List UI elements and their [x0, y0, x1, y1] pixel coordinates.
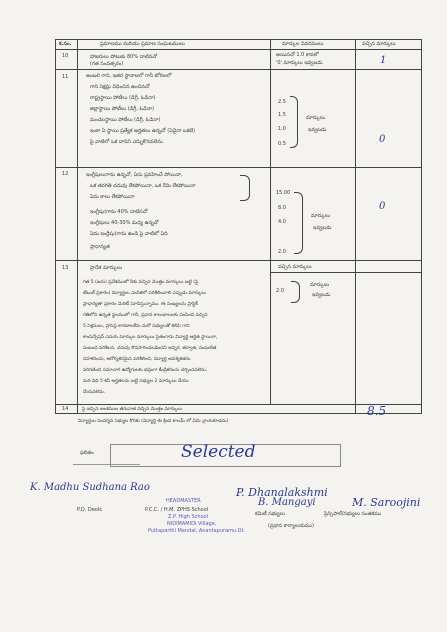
row-10-awarded: 1: [380, 55, 387, 66]
row-13-line: సంబంధ పరిశీలన, చదువు కొనసాగించబడిందని అన్నిర, తర్వాత, సంఘటిత: [83, 346, 217, 351]
row-13-line: చేయవలెను.: [83, 390, 106, 395]
header-marks-detail: మార్కుల వివరములు: [282, 41, 324, 47]
row-12-marks-note: ఇవ్వబడు: [313, 225, 332, 231]
header-marks-awarded: వచ్చిన మార్కులు: [362, 41, 396, 47]
signature-pcc: P.C.C. / H.M. ZPHS School: [145, 507, 209, 513]
table-left-border: [55, 39, 56, 413]
row-13-marks-note: మార్కులు: [310, 282, 330, 288]
table-right-border: [421, 39, 422, 413]
row-10-line: (గత సంవత్సరం): [90, 61, 124, 67]
row-12-mark-value: 4.0: [278, 219, 286, 225]
stamp-line: HEADMASTER: [166, 498, 201, 504]
row-13-line: గతిలోని ఉన్నత స్థలములో గానీ, ప్రధాన కాలుబాలలకు పంపించి వచ్చిన: [83, 313, 208, 318]
row-13-number: 13: [62, 265, 69, 271]
footnote: విద్యార్థుల సందర్శన సభ్యుల కొరకు (విద్యార్థి ఈ క్రింది కాలమ్ లో ఏమి వ్రాయకూడదు): [78, 419, 229, 424]
row-10-bottom: [55, 69, 422, 70]
row-12-brace-left: [240, 175, 250, 201]
header-criteria: ప్రమాణము మరియు ప్రమాణ సంఘటములు: [100, 41, 185, 47]
row-11-line: ఇంకా ఏ స్థాయి ప్రత్యేక అర్హతలు ఉన్నచో (ఏదైనా ఒకటి): [90, 128, 196, 134]
row-11-line: అంబలి గాని, ఇతర స్థానాలలో గానీ టోరిలలో: [86, 73, 172, 79]
row-13-line: సహకరించు, ఆరోగ్యకరమైన పరిశీలించి, విద్యార్థి ఆవశ్యకతను: [83, 357, 191, 362]
col-sno-divider: [77, 39, 78, 413]
row-12-line: ఇంగ్లీషులుగాను ఉన్నచో, ఏదు ప్రవహించే పోయినా,: [86, 172, 183, 178]
row-10-line: హాజరులు పోటుకు 80% దాటినచో: [90, 54, 158, 60]
row-13-line: పరిగణించి సమాచార ఉద్యోగులకు భద్రంగా కేంద్రీకరించు చర్చించవలెను.: [83, 368, 208, 373]
row-10-marks: '0' మార్కులు ఇవ్వబడు: [276, 60, 323, 66]
row-12-line: ఏదు కాలు లేకపోయినా: [90, 194, 135, 200]
row-12-mark-value: 2.0: [278, 249, 286, 255]
row-14-line: పై ఇచ్చిన అంశముల తరువాత వచ్చిన మొత్తం మార్కులు: [82, 407, 183, 412]
row-13-line: ప్రాధాన్యతా ప్రకారం మెరిట్ సూచిస్తున్నాము. ఈ సంఖ్యలను ప్రాస్టిక్: [83, 302, 198, 307]
row-12-number: 12: [62, 171, 69, 177]
row-11-mark-value: 1.0: [278, 126, 286, 132]
row-13-brace: [291, 281, 300, 303]
signature-right-sub: (ప్రధాన కార్యాలయము): [268, 523, 314, 529]
row-11-bottom: [55, 167, 422, 168]
signature-right-role: ప్రిన్సిపాల్/సభ్యులు సంతకము: [324, 511, 382, 517]
stamp-line: NIDIMAMIDI Village,: [167, 521, 217, 527]
header-sno: క.సం.: [59, 41, 72, 47]
row-12-line: ఏదు ఇంగ్లీషు(గాను ఉండి పై వాటిలో ఏది: [90, 231, 168, 237]
header-bottom-border: [55, 49, 422, 50]
signature-left-role: P.D. Deols: [77, 507, 102, 513]
row-11-marks-note: ఇవ్వబడు: [308, 127, 327, 133]
row-13-marks-note: ఇవ్వబడు: [312, 292, 331, 298]
signature-center-role: కమిటీ సభ్యులు: [255, 511, 285, 517]
row-13-line: గత 5 (ఐదు) ప్రవేశములో నీకు వచ్చిన మొత్తం మార్కులు బట్టి (పై: [83, 280, 199, 285]
row-11-mark-value: 0.5: [278, 141, 286, 147]
signature-left: K. Madhu Sudhana Rao: [30, 482, 150, 493]
row-13-mark-value: 2.0: [276, 288, 284, 294]
row-11-line: రాష్ట్రస్థాయి పోటీలు (డిగ్రీ, ఓడినా): [90, 95, 156, 101]
row-13-line: మరి విధి 5 కనీ అర్హతలను బట్టి సభ్యుల 2 మార్కులు వేయు: [83, 379, 189, 384]
row-13-line: 5 సెక్షనులు, ప్రాసెస్ల కారణాలకేసు మరో సభ్యులతో కలిపి గాని: [83, 324, 190, 329]
row-10-marks: అయినచో 1.0 కావలో: [276, 52, 319, 58]
row-11-mark-value: 1.5: [278, 112, 286, 118]
row-12-bottom: [55, 260, 422, 261]
row-12-line: ఇంగ్లీషు(గాను 40% దాటినచో: [90, 209, 148, 215]
result-label: ఫలితం: [80, 450, 94, 456]
row-13-subheader-line: [270, 272, 422, 273]
row-12-line: ఇంగ్లీషులు 40-30% మధ్య ఉన్నచో: [90, 220, 159, 226]
row-12-line: ఒక తరగతి చదువు లేకపోయినా, ఒక రేమి లేకపోయినా: [90, 183, 196, 189]
row-12-mark-value: 8.0: [278, 205, 286, 211]
row-11-line: మండలస్థాయి పోటీలు (డిగ్రీ, ఓడినా): [90, 117, 161, 123]
row-12-awarded: 0: [379, 201, 386, 212]
row-11-number: 11: [62, 74, 69, 80]
row-10-number: 10: [62, 53, 69, 59]
row-11-line: జిల్లాస్థాయి పోటీలు (డిగ్రీ, ఓడినా): [90, 106, 154, 112]
row-13-line: కాంపెన్సేషన్ ఎదురు మార్కుల మార్కులు సైతంగాను విద్యార్థి ఆర్జిత స్థాయిగా,: [83, 335, 218, 340]
stamp-line: Z.P. High School: [168, 514, 209, 520]
stamp-line: Puttaparthi Mandal, Anantapuramu Dt.: [148, 528, 246, 534]
row-11-brace: [290, 96, 298, 148]
result-value: Selected: [181, 442, 256, 462]
row-12-line: ప్రాధాన్యత: [90, 244, 110, 250]
row-12-brace: [294, 192, 303, 254]
row-11-line: పై వాటిలో ఒక దానిని ఎన్నుకొనవలెను.: [90, 139, 164, 145]
table-top-border: [55, 39, 422, 40]
row-13-marks-header: వచ్చిన మార్కులు: [278, 264, 312, 270]
signature-right: M. Saroojini: [352, 496, 421, 509]
col-criteria-divider: [270, 39, 271, 404]
row-14-number: 14: [62, 406, 69, 412]
row-12-marks-note: మార్కులు: [311, 213, 331, 219]
row-11-mark-value: 2.5: [278, 99, 286, 105]
row-11-line: గాని సెక్షన్లు విధించిన ఉంచినచో: [90, 84, 150, 90]
row-11-marks-note: మార్కులు: [306, 115, 326, 121]
row-14-awarded: 8.5: [367, 404, 387, 418]
row-11-awarded: 0: [379, 134, 386, 145]
row-13-heading: ప్రాదేశ మార్కులు: [90, 265, 123, 271]
row-12-mark-value: 15.00: [276, 190, 291, 196]
col-marks-divider: [355, 39, 356, 413]
signature-center-2: B. Mangayi: [258, 497, 316, 508]
row-13-line: టేబుల్ ప్రకారం) విద్యార్థుల ఎంపికలో పరిశీలించాలి ఎప్పుడు మార్కులు: [83, 291, 207, 296]
signature-center: P. Dhanalakshmi: [236, 486, 328, 499]
